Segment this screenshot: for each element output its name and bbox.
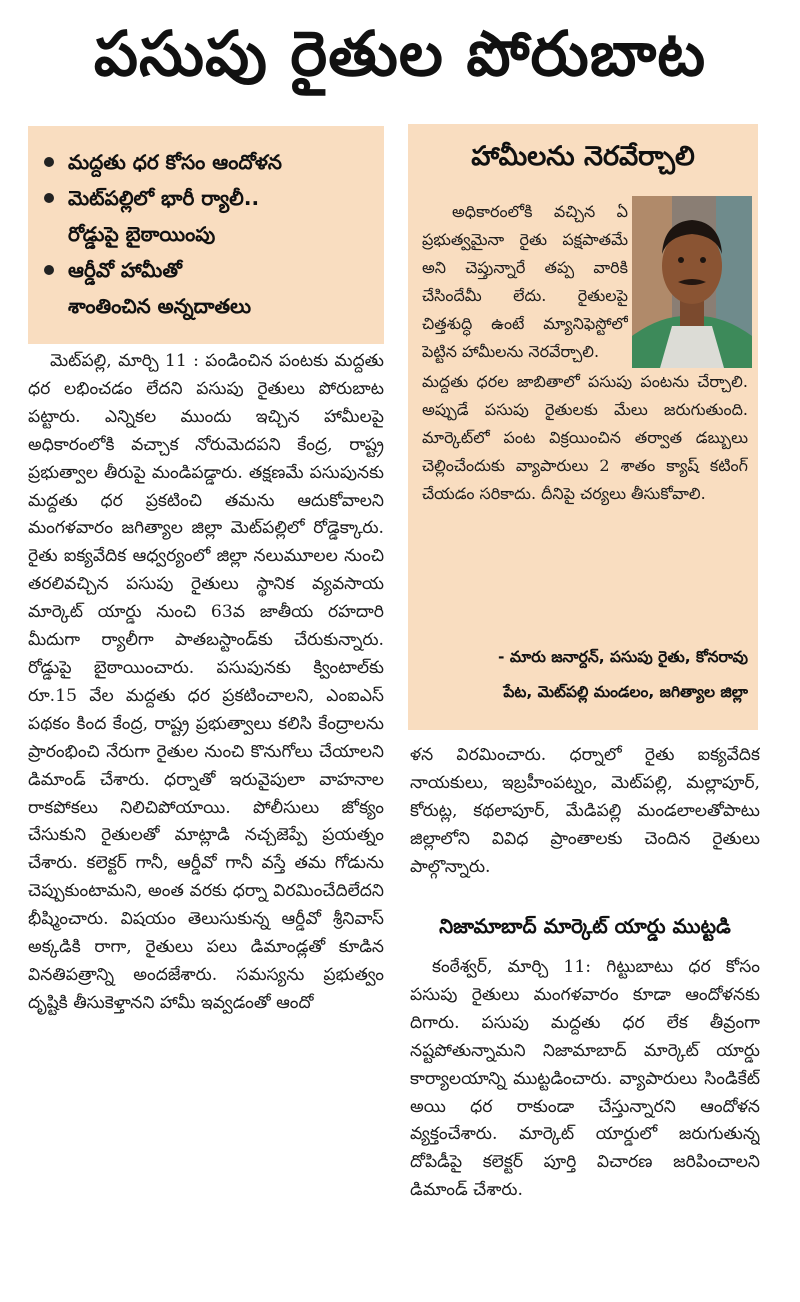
signature-line-1: - మారు జనార్దన్, పసుపు రైతు, కోనరావు — [498, 648, 748, 666]
bullet-icon — [44, 193, 54, 203]
highlight-item: మెట్‌పల్లిలో భారీ ర్యాలీ.. — [68, 186, 260, 210]
farmer-photo — [632, 196, 752, 368]
sidebar-signature — [418, 640, 748, 710]
continuation-text: ళన విరమించారు. ధర్నాలో రైతు ఐక్యవేదిక నాయకులు, ఇబ్రహీంపట్నం, మెట్‌పల్లి, మల్లాపూర్, కోరుట్ల, కథలాపూర్, మేడిపల్లి మండలాలతోపాటు జిల్లాలోని వివిధ ప్రాంతాలకు చెందిన రైతులు పాల్గొన్నారు. — [410, 745, 760, 877]
sidebar-box — [408, 124, 758, 730]
highlight-item: రోడ్డుపై బైఠాయింపు — [68, 222, 216, 246]
quote-overflow-note: మద్దతు ధరల జాబితాలో పసుపు పంటను చేర్చాలి. అప్పుడే పసుపు రైతులకు మేలు జరుగుతుంది. మార్కెట్‌లో పంట విక్రయించిన తర్వాత డబ్బులు చెల్లించేందుకు వ్యాపారులు 2 శాతం క్యాష్ కటింగ్ చేయడం సరికాదు. దీనిపై చర్యలు తీసుకోవాలి. — [422, 372, 748, 503]
portrait-image — [632, 196, 752, 368]
highlight-item: మద్దతు ధర కోసం ఆందోళన — [68, 150, 282, 174]
signature-line-2: పేట, మెట్‌పల్లి మండలం, జగిత్యాల జిల్లా — [503, 683, 748, 701]
sidebar-quote: అధికారంలోకి వచ్చిన ఏ ప్రభుత్వమైనా రైతు పక్షపాతమే అని చెప్తున్నారే తప్ప వారికి చేసిందేమీ లేదు. రైతులపై చిత్తశుద్ధి ఉంటే మ్యానిఫెస్టోలో పెట్టిన హామీలను నెరవేర్చాలి. — [422, 202, 628, 361]
sidebar-title: హామీలను నెరవేర్చాలి — [471, 141, 695, 172]
bullet-icon — [44, 265, 54, 275]
highlight-item: ఆర్డీవో హామీతో — [68, 258, 182, 282]
sidebar-quote-cont — [422, 368, 748, 636]
highlights-box — [28, 126, 384, 344]
bullet-icon — [44, 157, 54, 167]
highlight-item: శాంతించిన అన్నదాతలు — [68, 294, 252, 318]
second-story-text: కంఠేశ్వర్, మార్చి 11: గిట్టుబాటు ధర కోసం పసుపు రైతులు మంగళవారం కూడా ఆందోళనకు దిగారు. పసుపు మద్దతు ధర లేక తీవ్రంగా నష్టపోతున్నామని నిజామాబాద్ మార్కెట్ యార్డు కార్యాలయాన్ని ముట్టడించారు. వ్యాపారులు సిండికేట్ అయి ధర రాకుండా చేస్తున్నారని ఆందోళన వ్యక్తంచేశారు. మార్కెట్ యార్డులో జరుగుతున్న దోపిడీపై కలెక్టర్ పూర్తి విచారణ జరిపించాలని డిమాండ్ చేశారు. — [410, 957, 760, 1201]
subheading: నిజామాబాద్ మార్కెట్ యార్డు ముట్టడి — [439, 914, 731, 938]
headline: పసుపు రైతుల పోరుబాట — [93, 17, 707, 90]
main-article-text: మెట్‌పల్లి, మార్చి 11 : పండించిన పంటకు మద్దతు ధర లభించడం లేదని పసుపు రైతులు పోరుబాట పట్టారు. ఎన్నికల ముందు ఇచ్చిన హామీలపై అధికారంలోకి వచ్చాక నోరుమెదపని కేంద్ర, రాష్ట్ర ప్రభుత్వాల తీరుపై మండిపడ్డారు. తక్షణమే పసుపునకు మద్దతు ధర ప్రకటించి తమను ఆదుకోవాలని మంగళవారం జగిత్యాల జిల్లా మెట్‌పల్లిలో రోడ్డెక్కారు. రైతు ఐక్యవేదిక ఆధ్వర్యంలో జిల్లా నలుమూలల నుంచి తరలివచ్చిన పసుపు రైతులు స్థానిక వ్యవసాయ మార్కెట్ యార్డు నుంచి 63వ జాతీయ రహదారి మీదుగా ర్యాలీగా పాతబస్టాండ్‌కు చేరుకున్నారు. రోడ్డుపై బైఠాయించారు. పసుపునకు క్వింటాల్‌కు రూ.15 వేల మద్దతు ధర ప్రకటించాలని, ఎంఐఎస్ పథకం కింద కేంద్ర, రాష్ట్ర ప్రభుత్వాలు కలిసి కేంద్రాలను ప్రారంభించి నేరుగా రైతుల నుంచి కొనుగోలు చేయాలని డిమాండ్ చేశారు. ధర్నాతో ఇరువైపులా వాహనాల రాకపోకలు నిలిచిపోయాయి. పోలీసులు జోక్యం చేసుకుని రైతులతో మాట్లాడి నచ్చజెప్పే ప్రయత్నం చేశారు. కలెక్టర్ గానీ, ఆర్డీవో గానీ వస్తే తమ గోడును చెప్పుకుంటామని, అంత వరకు ధర్నా విరమించేదిలేదని భీష్మించారు. విషయం తెలుసుకున్న ఆర్డీవో శ్రీనివాస్ అక్కడికి రాగా, రైతులు పలు డిమాండ్లతో కూడిన వినతిపత్రాన్ని అందజేశారు. సమస్యను ప్రభుత్వం దృష్టికి తీసుకెళ్తానని హామీ ఇవ్వడంతో ఆందో — [28, 351, 384, 1013]
